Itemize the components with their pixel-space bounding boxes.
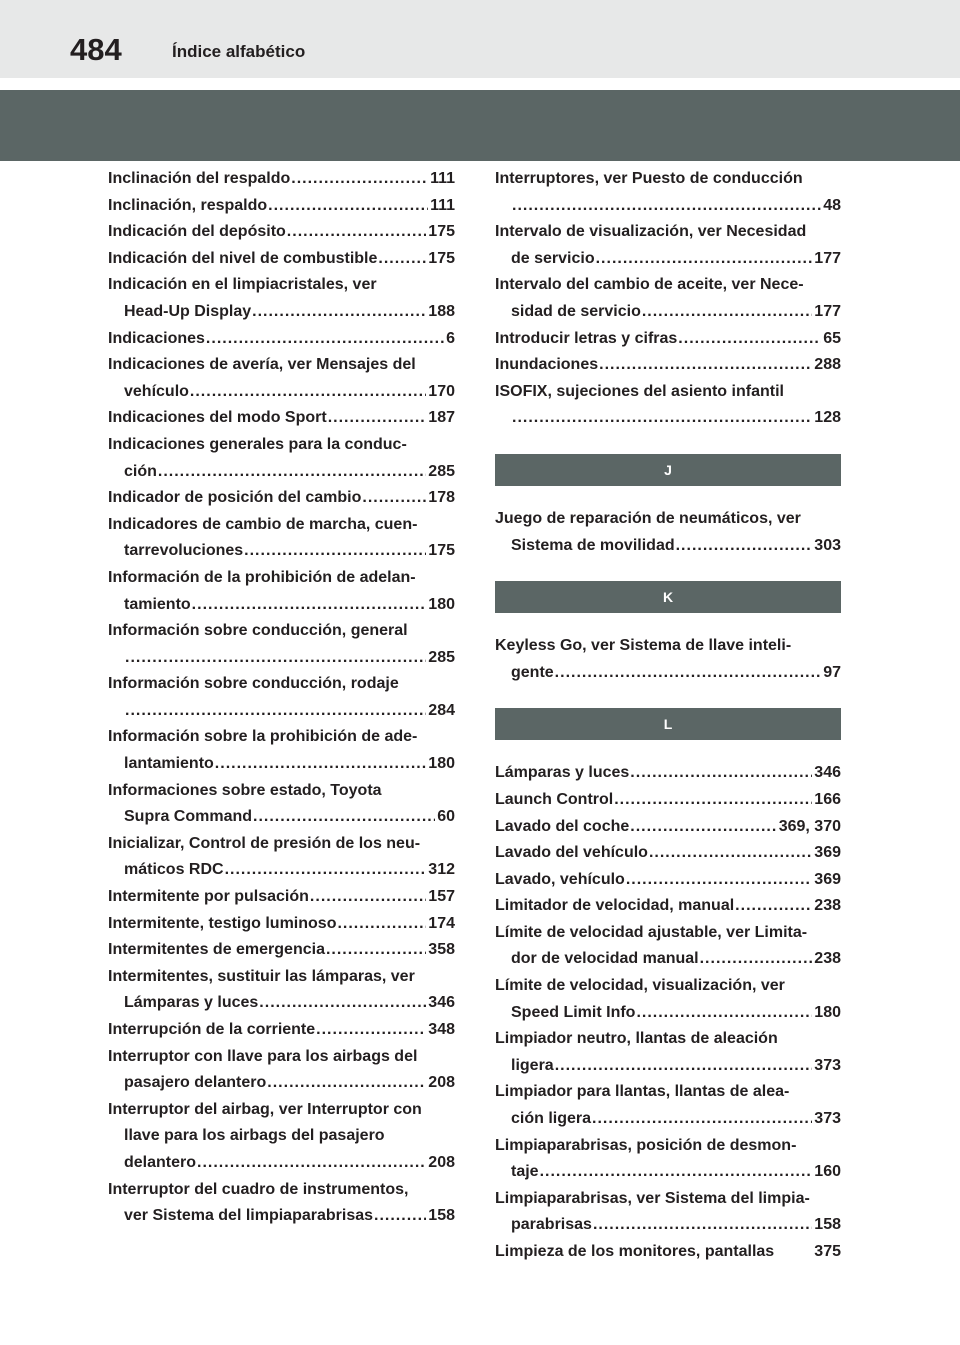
- index-entry-line: [108, 1177, 455, 1204]
- index-entry-line: [495, 840, 841, 867]
- index-entry: [108, 352, 455, 405]
- index-term: tamiento: [124, 595, 191, 613]
- page-reference: 158: [428, 1207, 455, 1225]
- page-reference: 175: [428, 542, 455, 560]
- index-entry-line: [495, 1026, 841, 1053]
- index-entry-line: [495, 1133, 841, 1160]
- index-term: Lavado del coche: [495, 817, 630, 835]
- index-entry-line: [108, 352, 455, 379]
- index-entry: [108, 565, 455, 618]
- index-entry: [495, 893, 841, 920]
- index-term: Indicaciones generales para la conduc-: [108, 435, 407, 453]
- index-term: ver Sistema del limpiaparabrisas: [124, 1207, 374, 1225]
- dot-leader: [252, 299, 426, 326]
- index-entry-line: [495, 787, 841, 814]
- dot-leader: [512, 193, 821, 220]
- dot-leader: [328, 405, 427, 432]
- index-entry: [495, 506, 841, 559]
- index-entry-line: [108, 698, 455, 725]
- page-reference: 175: [428, 223, 455, 241]
- index-entry-line: [495, 973, 841, 1000]
- index-entry-line: [108, 219, 455, 246]
- index-term: Indicación en el limpiacristales, ver: [108, 276, 377, 294]
- index-entry-line: [108, 751, 455, 778]
- index-entry-line: [495, 946, 841, 973]
- page-reference: 157: [428, 888, 455, 906]
- index-term: Intervalo de visualización, ver Necesidad: [495, 223, 807, 241]
- dot-leader: [735, 893, 812, 920]
- index-entry-line: [495, 246, 841, 273]
- page-reference: 170: [428, 382, 455, 400]
- page-reference: 375: [814, 1243, 841, 1260]
- index-term: Limpiaparabrisas, ver Sistema del limpia-: [495, 1189, 810, 1207]
- dot-leader: [649, 840, 812, 867]
- dot-leader: [555, 1053, 813, 1080]
- index-term: parabrisas: [511, 1216, 592, 1234]
- dot-leader: [291, 166, 428, 193]
- index-entry: [495, 633, 841, 686]
- index-entry-line: [495, 1000, 841, 1027]
- index-entry-line: [495, 405, 841, 432]
- index-term: taje: [511, 1163, 539, 1181]
- index-term: Head-Up Display: [124, 302, 252, 320]
- dot-leader: [206, 326, 444, 353]
- index-entry-line: [108, 565, 455, 592]
- index-entry-line: [108, 911, 455, 938]
- index-entry-line: [108, 831, 455, 858]
- index-term: Información de la prohibición de adelan-: [108, 568, 416, 586]
- index-term: dor de velocidad manual: [511, 950, 699, 968]
- index-term: Información sobre conducción, rodaje: [108, 675, 399, 693]
- index-term: Limpieza de los monitores, pantallas: [495, 1243, 775, 1260]
- index-entry-line: [495, 633, 841, 660]
- page-reference: 346: [428, 994, 455, 1012]
- page-reference: 166: [814, 790, 841, 808]
- page-reference: 177: [814, 302, 841, 320]
- letter-heading: K: [495, 581, 841, 613]
- index-entry: [495, 787, 841, 814]
- index-term: Supra Command: [124, 808, 253, 826]
- index-entry: [495, 272, 841, 325]
- index-column-right: [495, 166, 841, 1266]
- index-entry-line: [495, 1053, 841, 1080]
- index-entry-line: [495, 1186, 841, 1213]
- dot-leader: [215, 751, 427, 778]
- index-entry-line: [108, 272, 455, 299]
- index-term: Juego de reparación de neumáticos, ver: [495, 509, 801, 527]
- index-term: lantamiento: [124, 755, 214, 773]
- index-term: Indicación del depósito: [108, 223, 286, 241]
- index-entry: [495, 166, 841, 219]
- page-reference: 285: [428, 648, 455, 666]
- page-reference: 208: [428, 1153, 455, 1171]
- index-entry-line: [495, 193, 841, 220]
- index-entry: [108, 405, 455, 432]
- dot-leader: [676, 533, 813, 560]
- index-entry-line: [495, 920, 841, 947]
- dot-leader: [326, 937, 426, 964]
- page-reference: 369, 370: [778, 817, 841, 835]
- index-entry: [108, 911, 455, 938]
- index-entry-line: [108, 405, 455, 432]
- dot-leader: [316, 1017, 426, 1044]
- index-entry-line: [108, 485, 455, 512]
- page-reference: 65: [823, 329, 841, 347]
- index-entry: [108, 831, 455, 884]
- dot-leader: [287, 219, 427, 246]
- index-entry: [495, 1079, 841, 1132]
- index-term: Indicaciones del modo Sport: [108, 409, 327, 427]
- page-reference: 358: [428, 941, 455, 959]
- index-entry: [108, 1097, 455, 1177]
- index-entry: [108, 724, 455, 777]
- index-entry-line: [495, 272, 841, 299]
- index-entry-line: [108, 166, 455, 193]
- dot-leader: [259, 990, 426, 1017]
- index-term: Limpiador para llantas, llantas de alea-: [495, 1083, 790, 1101]
- dot-leader: [596, 246, 813, 273]
- index-term: Inclinación, respaldo: [108, 196, 268, 214]
- index-entry: [108, 618, 455, 671]
- page-reference: 285: [428, 462, 455, 480]
- index-column-left: [108, 166, 455, 1230]
- index-entry-line: [108, 1017, 455, 1044]
- index-entry-line: [495, 533, 841, 560]
- dot-leader: [512, 405, 812, 432]
- index-entry: [495, 1186, 841, 1239]
- dot-leader: [636, 1000, 812, 1027]
- index-term: Interruptores, ver Puesto de conducción: [495, 170, 803, 187]
- index-term: ISOFIX, sujeciones del asiento infantil: [495, 382, 784, 400]
- dot-leader: [310, 884, 426, 911]
- page-reference: 346: [814, 764, 841, 782]
- index-term: Información sobre conducción, general: [108, 622, 408, 640]
- letter-spacer: [495, 432, 841, 454]
- page-reference: 158: [814, 1216, 841, 1234]
- index-entry: [108, 964, 455, 1017]
- dot-leader: [614, 787, 812, 814]
- index-entry-line: [108, 804, 455, 831]
- dot-leader: [362, 485, 426, 512]
- index-entry: [495, 867, 841, 894]
- page-reference: 97: [823, 663, 841, 681]
- index-entry: [495, 814, 841, 841]
- page-reference: 208: [428, 1074, 455, 1092]
- index-entry: [495, 219, 841, 272]
- dot-leader: [197, 1150, 426, 1177]
- dot-leader: [268, 193, 428, 220]
- index-term: Información sobre la prohibición de ade-: [108, 728, 418, 746]
- page-reference: 48: [823, 196, 841, 214]
- dot-leader: [540, 1159, 813, 1186]
- index-entry-line: [108, 432, 455, 459]
- page-reference: 238: [814, 950, 841, 968]
- index-entry: [108, 219, 455, 246]
- letter-spacer: [495, 740, 841, 760]
- dot-leader: [253, 804, 435, 831]
- index-entry-line: [495, 299, 841, 326]
- dot-leader: [158, 459, 426, 486]
- dot-leader: [592, 1106, 812, 1133]
- index-entry-line: [495, 1159, 841, 1186]
- dot-leader: [642, 299, 812, 326]
- index-entry-line: [108, 857, 455, 884]
- index-entry-line: [108, 512, 455, 539]
- index-entry-line: [108, 1150, 455, 1177]
- index-term: Interruptor con llave para los airbags del: [108, 1047, 418, 1065]
- dot-leader: [555, 660, 822, 687]
- index-term: máticos RDC: [124, 861, 224, 879]
- page-reference: 180: [428, 595, 455, 613]
- dot-leader: [630, 814, 776, 841]
- index-entry: [108, 485, 455, 512]
- index-entry-line: [495, 326, 841, 353]
- page-reference: 160: [814, 1163, 841, 1181]
- page-reference: 348: [428, 1021, 455, 1038]
- index-entry-line: [495, 219, 841, 246]
- index-term: Limitador de velocidad, manual: [495, 897, 735, 915]
- index-entry: [108, 1177, 455, 1230]
- index-entry: [495, 379, 841, 432]
- dot-leader: [125, 645, 426, 672]
- index-entry: [108, 272, 455, 325]
- page-reference: 188: [428, 302, 455, 320]
- index-entry-line: [108, 1097, 455, 1124]
- index-term: Lámparas y luces: [124, 994, 259, 1012]
- index-term: Launch Control: [495, 790, 614, 808]
- index-term: Lámparas y luces: [495, 764, 630, 782]
- index-term: Lavado, vehículo: [495, 870, 625, 888]
- index-term: Interruptor del airbag, ver Interruptor con: [108, 1100, 422, 1118]
- index-entry: [108, 193, 455, 220]
- index-entry: [495, 1239, 841, 1266]
- index-entry-line: [108, 1070, 455, 1097]
- index-entry-line: [495, 379, 841, 406]
- index-term: ción: [124, 462, 157, 480]
- index-term: ligera: [511, 1056, 554, 1074]
- page-reference: 288: [814, 356, 841, 374]
- index-entry: [495, 760, 841, 787]
- index-entry-line: [495, 814, 841, 841]
- index-entry-line: [108, 1203, 455, 1230]
- letter-spacer: [495, 613, 841, 633]
- index-entry-line: [108, 937, 455, 964]
- dot-leader: [599, 352, 812, 379]
- index-entry-line: [108, 671, 455, 698]
- index-term: Intermitente, testigo luminoso: [108, 914, 337, 932]
- dot-leader: [244, 538, 426, 565]
- index-entry-line: [495, 352, 841, 379]
- index-term: Interruptor del cuadro de instrumentos,: [108, 1180, 409, 1198]
- index-entry: [108, 512, 455, 565]
- page-reference: 128: [814, 409, 841, 427]
- page-reference: 180: [428, 755, 455, 773]
- index-term: Indicaciones: [108, 329, 205, 347]
- index-entry: [495, 326, 841, 353]
- dot-leader: [626, 867, 812, 894]
- index-entry: [108, 884, 455, 911]
- index-entry-line: [108, 326, 455, 353]
- index-entry-line: [108, 1123, 455, 1150]
- letter-spacer: [495, 686, 841, 708]
- dot-leader: [190, 379, 426, 406]
- index-term: Keyless Go, ver Sistema de llave inteli-: [495, 637, 792, 655]
- letter-spacer: [495, 486, 841, 506]
- index-entry-line: [495, 506, 841, 533]
- index-entry-line: [495, 660, 841, 687]
- index-entry-line: [495, 867, 841, 894]
- index-entry: [108, 1017, 455, 1044]
- index-entry-line: [495, 760, 841, 787]
- index-term: Intermitentes, sustituir las lámparas, ver: [108, 967, 415, 985]
- index-entry-line: [495, 1079, 841, 1106]
- index-term: Lavado del vehículo: [495, 844, 648, 862]
- page-reference: 373: [814, 1056, 841, 1074]
- page-reference: 303: [814, 536, 841, 554]
- page-reference: 111: [430, 170, 455, 187]
- index-term: Indicaciones de avería, ver Mensajes del: [108, 356, 416, 374]
- index-entry-line: [108, 778, 455, 805]
- index-term: Indicadores de cambio de marcha, cuen-: [108, 515, 418, 533]
- index-entry: [495, 920, 841, 973]
- index-entry-line: [108, 193, 455, 220]
- page-reference: 369: [814, 870, 841, 888]
- header-band: [0, 90, 960, 161]
- page-reference: 284: [428, 701, 455, 719]
- index-entry: [108, 1044, 455, 1097]
- index-entry-line: [108, 459, 455, 486]
- index-entry-line: [495, 1239, 841, 1266]
- index-term: Indicación del nivel de combustible: [108, 249, 378, 267]
- page-reference: 174: [428, 914, 455, 932]
- index-term: llave para los airbags del pasajero: [124, 1127, 385, 1145]
- dot-leader: [192, 592, 427, 619]
- index-entry: [108, 671, 455, 724]
- page-reference: 178: [428, 489, 455, 507]
- index-entry-line: [108, 645, 455, 672]
- page-header: [0, 0, 960, 78]
- page-reference: 180: [814, 1003, 841, 1021]
- index-entry: [495, 1026, 841, 1079]
- page-reference: 369: [814, 844, 841, 862]
- index-term: Límite de velocidad, visualización, ver: [495, 977, 785, 995]
- dot-leader: [700, 946, 813, 973]
- index-entry-line: [495, 166, 841, 193]
- index-entry: [108, 937, 455, 964]
- index-term: Inicializar, Control de presión de los neu-: [108, 834, 421, 852]
- dot-leader: [630, 760, 812, 787]
- page-reference: 187: [428, 409, 455, 427]
- index-entry-line: [108, 724, 455, 751]
- page-reference: 6: [446, 329, 455, 347]
- index-term: pasajero delantero: [124, 1074, 267, 1092]
- dot-leader: [337, 911, 426, 938]
- index-term: Introducir letras y cifras: [495, 329, 678, 347]
- page-reference: 312: [428, 861, 455, 879]
- page-number: 484: [70, 32, 122, 67]
- index-term: de servicio: [511, 249, 595, 267]
- index-entry-line: [108, 592, 455, 619]
- dot-leader: [374, 1203, 426, 1230]
- dot-leader: [678, 326, 821, 353]
- page-reference: 111: [430, 196, 455, 214]
- index-entry-line: [108, 964, 455, 991]
- letter-spacer: [495, 559, 841, 581]
- index-term: gente: [511, 663, 554, 681]
- index-entry: [495, 1133, 841, 1186]
- index-entry: [108, 778, 455, 831]
- index-term: Intervalo del cambio de aceite, ver Nece-: [495, 276, 804, 294]
- page-reference: 177: [814, 249, 841, 267]
- index-entry-line: [108, 990, 455, 1017]
- index-entry-line: [495, 893, 841, 920]
- dot-leader: [378, 246, 426, 273]
- index-entry-line: [108, 1044, 455, 1071]
- index-term: vehículo: [124, 382, 189, 400]
- index-entry: [108, 432, 455, 485]
- dot-leader: [125, 698, 426, 725]
- index-term: Sistema de movilidad: [511, 536, 675, 554]
- page-reference: 175: [428, 249, 455, 267]
- index-entry: [495, 973, 841, 1026]
- page-reference: 238: [814, 897, 841, 915]
- index-term: Inundaciones: [495, 356, 599, 374]
- index-entry-line: [108, 379, 455, 406]
- index-entry: [108, 166, 455, 193]
- index-term: Indicador de posición del cambio: [108, 489, 362, 507]
- letter-heading: J: [495, 454, 841, 486]
- index-entry: [495, 840, 841, 867]
- index-term: Speed Limit Info: [511, 1003, 636, 1021]
- index-term: sidad de servicio: [511, 302, 641, 320]
- index-entry-line: [495, 1106, 841, 1133]
- dot-leader: [225, 857, 427, 884]
- dot-leader: [267, 1070, 426, 1097]
- letter-heading: L: [495, 708, 841, 740]
- page-reference: 373: [814, 1110, 841, 1128]
- index-term: tarrevoluciones: [124, 542, 244, 560]
- index-term: Informaciones sobre estado, Toyota: [108, 781, 382, 799]
- index-entry: [495, 352, 841, 379]
- index-term: Inclinación del respaldo: [108, 170, 291, 187]
- index-term: Intermitente por pulsación: [108, 888, 309, 906]
- dot-leader: [593, 1212, 812, 1239]
- index-entry-line: [495, 1212, 841, 1239]
- index-term: Interrupción de la corriente: [108, 1021, 316, 1038]
- index-term: ción ligera: [511, 1110, 592, 1128]
- index-entry-line: [108, 538, 455, 565]
- index-entry-line: [108, 299, 455, 326]
- index-term: Limpiaparabrisas, posición de desmon-: [495, 1136, 797, 1154]
- index-term: Intermitentes de emergencia: [108, 941, 325, 959]
- index-entry-line: [108, 246, 455, 273]
- page-reference: 60: [437, 808, 455, 826]
- index-term: Limpiador neutro, llantas de aleación: [495, 1030, 778, 1048]
- index-term: delantero: [124, 1153, 197, 1171]
- index-entry-line: [108, 618, 455, 645]
- index-entry: [108, 246, 455, 273]
- index-entry-line: [108, 884, 455, 911]
- index-term: Límite de velocidad ajustable, ver Limita-: [495, 923, 808, 941]
- index-entry: [108, 326, 455, 353]
- section-title: Índice alfabético: [172, 42, 306, 61]
